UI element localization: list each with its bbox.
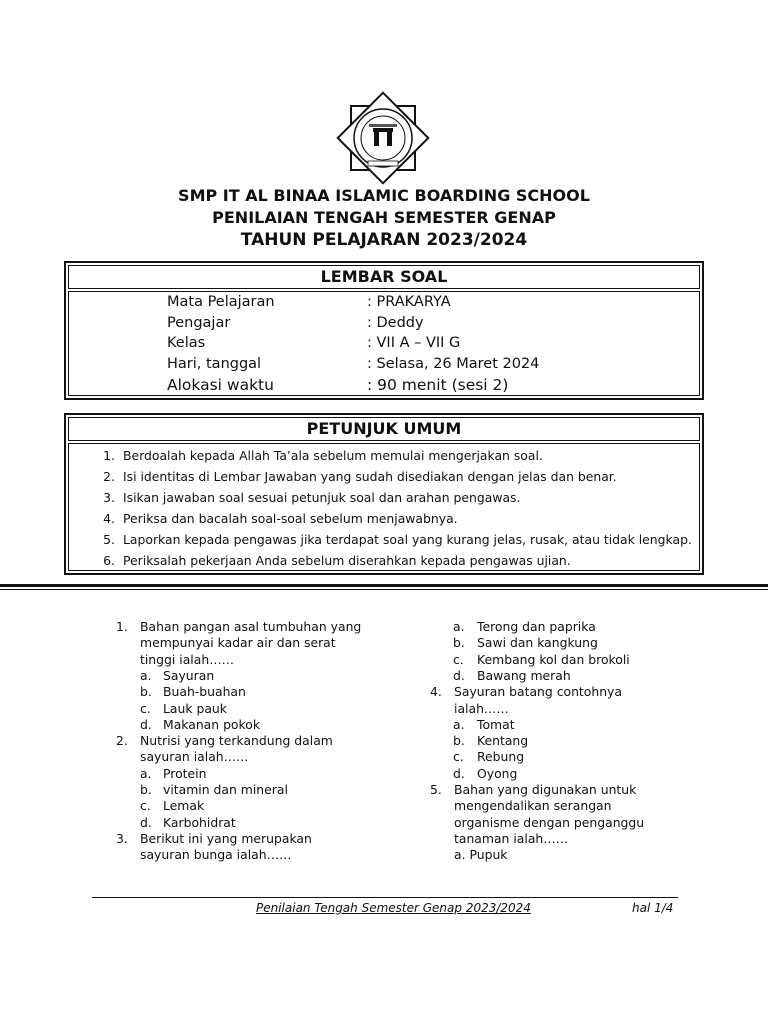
footer-title: Penilaian Tengah Semester Genap 2023/2024 — [256, 901, 531, 915]
question-text: tinggi ialah…… — [140, 651, 234, 667]
rule-text: Berdoalah kepada Allah Ta’ala sebelum memulai mengerjakan soal. — [123, 448, 543, 463]
question-text: Berikut ini yang merupakan — [140, 830, 312, 846]
question-text: Nutrisi yang terkandung dalam — [140, 733, 333, 749]
rule-number: 6. — [103, 553, 115, 568]
question-number: 2. — [116, 733, 128, 749]
option-text: Kentang — [477, 733, 529, 749]
info-value: : Deddy — [367, 315, 424, 331]
question-text: sayuran bunga ialah…… — [140, 847, 292, 863]
question-text: ialah…… — [454, 700, 509, 716]
question-number: 5. — [430, 782, 442, 797]
footer-page-number: hal 1/4 — [632, 901, 674, 915]
rule-number: 2. — [103, 469, 115, 484]
petunjuk-umum-box — [64, 413, 704, 575]
option-letter: b. — [140, 782, 152, 797]
info-row-duration — [167, 375, 667, 395]
rule-text: Isi identitas di Lembar Jawaban yang sudah disediakan dengan jelas dan benar. — [123, 469, 617, 484]
rule-text: Laporkan kepada pengawas jika terdapat soal yang kurang jelas, rusak, atau tidak lengkap. — [123, 532, 692, 547]
option-letter: d. — [140, 814, 152, 830]
option-letter: b. — [140, 684, 152, 700]
option-letter: a. — [140, 667, 152, 683]
rule-number: 3. — [103, 490, 115, 505]
info-label: Mata Pelajaran — [167, 294, 275, 310]
option-letter: a. — [453, 716, 465, 732]
lembar-soal-box — [64, 261, 704, 400]
question-number: 4. — [430, 684, 442, 700]
option-text: Kembang kol dan brokoli — [477, 651, 630, 667]
rule-text: Periksa dan bacalah soal-soal sebelum menjawabnya. — [123, 511, 458, 526]
option-text: Makanan pokok — [163, 716, 261, 732]
option-letter: c. — [140, 700, 151, 716]
option-text: Buah-buahan — [163, 684, 246, 700]
option-text: Terong dan paprika — [477, 619, 596, 634]
option-text: Sawi dan kangkung — [477, 635, 598, 651]
question-text: mengendalikan serangan — [454, 798, 612, 814]
info-value: : PRAKARYA — [367, 294, 451, 310]
info-value: : 90 menit (sesi 2) — [367, 376, 509, 394]
school-name: SMP IT AL BINAA ISLAMIC BOARDING SCHOOL — [178, 186, 590, 205]
info-row-teacher — [167, 313, 667, 333]
section-divider-thin — [0, 589, 768, 590]
option-text: Bawang merah — [477, 667, 571, 683]
option-text: Karbohidrat — [163, 814, 236, 830]
option-letter: b. — [453, 635, 465, 651]
question-text: Sayuran batang contohnya — [454, 684, 623, 700]
question-text: sayuran ialah…… — [140, 749, 249, 765]
question-text: tanaman ialah…… — [454, 830, 569, 846]
info-value: : Selasa, 26 Maret 2024 — [367, 356, 540, 372]
question-text: Bahan yang digunakan untuk — [454, 782, 637, 797]
option-text: Lauk pauk — [163, 700, 227, 716]
option-letter: a. — [140, 765, 152, 781]
info-label: Alokasi waktu — [167, 376, 274, 394]
question-text: Bahan pangan asal tumbuhan yang — [140, 619, 362, 634]
info-row-date — [167, 354, 667, 374]
option-letter: d. — [453, 765, 465, 781]
petunjuk-umum-list — [68, 443, 700, 571]
academic-year: TAHUN PELAJARAN 2023/2024 — [240, 230, 528, 250]
option-letter: a. — [453, 619, 465, 634]
exam-name: PENILAIAN TENGAH SEMESTER GENAP — [212, 208, 556, 227]
question-text: organisme dengan penganggu — [454, 814, 645, 830]
section-divider — [0, 584, 768, 587]
rule-text: Periksalah pekerjaan Anda sebelum diserahkan kepada pengawas ujian. — [123, 553, 571, 568]
question-text: a. Pupuk — [454, 847, 508, 863]
rule-number: 1. — [103, 448, 115, 463]
question-number: 1. — [116, 619, 128, 634]
info-row-class — [167, 333, 667, 353]
school-logo — [333, 88, 433, 188]
option-text: Tomat — [477, 716, 515, 732]
info-value: : VII A – VII G — [367, 335, 461, 351]
option-text: Protein — [163, 765, 207, 781]
option-letter: d. — [453, 667, 465, 683]
option-text: Lemak — [163, 798, 205, 814]
lembar-soal-info — [68, 291, 700, 396]
option-letter: c. — [140, 798, 151, 814]
lembar-soal-title: LEMBAR SOAL — [68, 265, 700, 289]
info-label: Pengajar — [167, 315, 231, 331]
option-text: Oyong — [477, 765, 518, 781]
petunjuk-umum-title: PETUNJUK UMUM — [68, 417, 700, 441]
rule-number: 4. — [103, 511, 115, 526]
info-label: Hari, tanggal — [167, 356, 262, 372]
option-letter: d. — [140, 716, 152, 732]
option-letter: c. — [453, 651, 464, 667]
info-row-subject — [167, 292, 667, 312]
question-text: mempunyai kadar air dan serat — [140, 635, 336, 651]
rule-number: 5. — [103, 532, 115, 547]
option-text: Sayuran — [163, 667, 215, 683]
footer-rule — [92, 897, 678, 898]
option-letter: c. — [453, 749, 464, 765]
info-label: Kelas — [167, 335, 206, 351]
option-letter: b. — [453, 733, 465, 749]
option-text: vitamin dan mineral — [163, 782, 288, 797]
question-number: 3. — [116, 830, 128, 846]
rule-text: Isikan jawaban soal sesuai petunjuk soal dan arahan pengawas. — [123, 490, 521, 505]
option-text: Rebung — [477, 749, 525, 765]
